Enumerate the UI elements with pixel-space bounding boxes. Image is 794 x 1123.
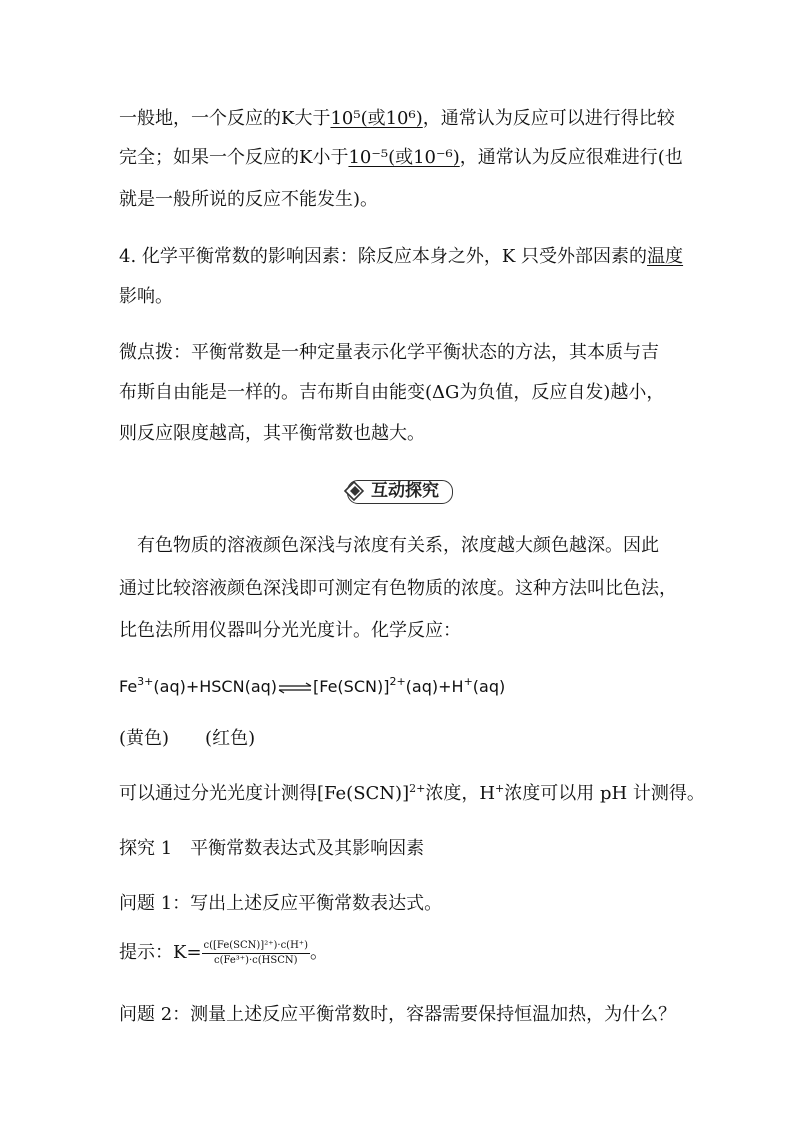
fraction-denominator: c(Fe³⁺)·c(HSCN) bbox=[213, 954, 298, 966]
paragraph-line: 一般地，一个反应的K大于10⁵(或10⁶)，通常认为反应可以进行得比较 bbox=[119, 108, 675, 129]
banner-label: 互动探究 bbox=[371, 481, 439, 501]
reaction-equation: $Fe^{3+}(aq)+HSCN(aq)$ $[Fe(SCN)]^{2+}(aq)+H^+(aq)$ bbox=[119, 675, 506, 696]
tip-line: 则反应限度越高，其平衡常数也越大。 bbox=[119, 423, 425, 444]
paragraph-line: 比色法所用仪器叫分光光度计。化学反应： bbox=[119, 620, 461, 641]
fraction-numerator: c([Fe(SCN)]²⁺)·c(H⁺) bbox=[202, 940, 310, 954]
question-2: 问题 2：测量上述反应平衡常数时，容器需要保持恒温加热，为什么？ bbox=[119, 1004, 677, 1025]
diamond-icon bbox=[341, 478, 371, 504]
paragraph-line: 有色物质的溶液颜色深浅与浓度有关系，浓度越大颜色越深。因此 bbox=[119, 535, 659, 556]
paragraph-line: 通过比较溶液颜色深浅即可测定有色物质的浓度。这种方法叫比色法， bbox=[119, 578, 677, 599]
tip-line: 布斯自由能是一样的。吉布斯自由能变(ΔG为负值，反应自发)越小， bbox=[119, 382, 665, 403]
paragraph-line: 可以通过分光光度计测得$[Fe(SCN)]^{2+}$浓度，H+浓度可以用 pH 计测得。 bbox=[119, 782, 705, 804]
hint-formula: 提示：K= $\frac{\text{c([Fe(SCN)]²⁺)·c(H⁺)}}{\text{c(Fe³⁺)·c(HSCN)}}$ 。 bbox=[119, 939, 328, 966]
paragraph-line: 完全；如果一个反应的K小于10⁻⁵(或10⁻⁶)，通常认为反应很难进行(也 bbox=[119, 147, 683, 168]
section-banner bbox=[341, 478, 453, 504]
tip-line: 微点拨：平衡常数是一种定量表示化学平衡状态的方法，其本质与吉 bbox=[119, 342, 659, 363]
underlined-answer: 10⁵(或10⁶) bbox=[330, 108, 423, 129]
fraction bbox=[202, 940, 310, 967]
underlined-answer: 温度 bbox=[647, 246, 684, 267]
paragraph-line: 影响。 bbox=[119, 286, 173, 307]
color-labels: (黄色) (红色) bbox=[119, 728, 256, 749]
explore-heading: 探究 1 平衡常数表达式及其影响因素 bbox=[119, 838, 425, 859]
equilibrium-arrow-icon bbox=[278, 682, 312, 694]
underlined-answer: 10⁻⁵(或10⁻⁶) bbox=[348, 147, 460, 168]
paragraph-line: 就是一般所说的反应不能发生)。 bbox=[119, 189, 379, 210]
question-1: 问题 1：写出上述反应平衡常数表达式。 bbox=[119, 893, 443, 914]
paragraph-line: 4. 化学平衡常数的影响因素：除反应本身之外，K 只受外部因素的温度 bbox=[119, 246, 684, 267]
